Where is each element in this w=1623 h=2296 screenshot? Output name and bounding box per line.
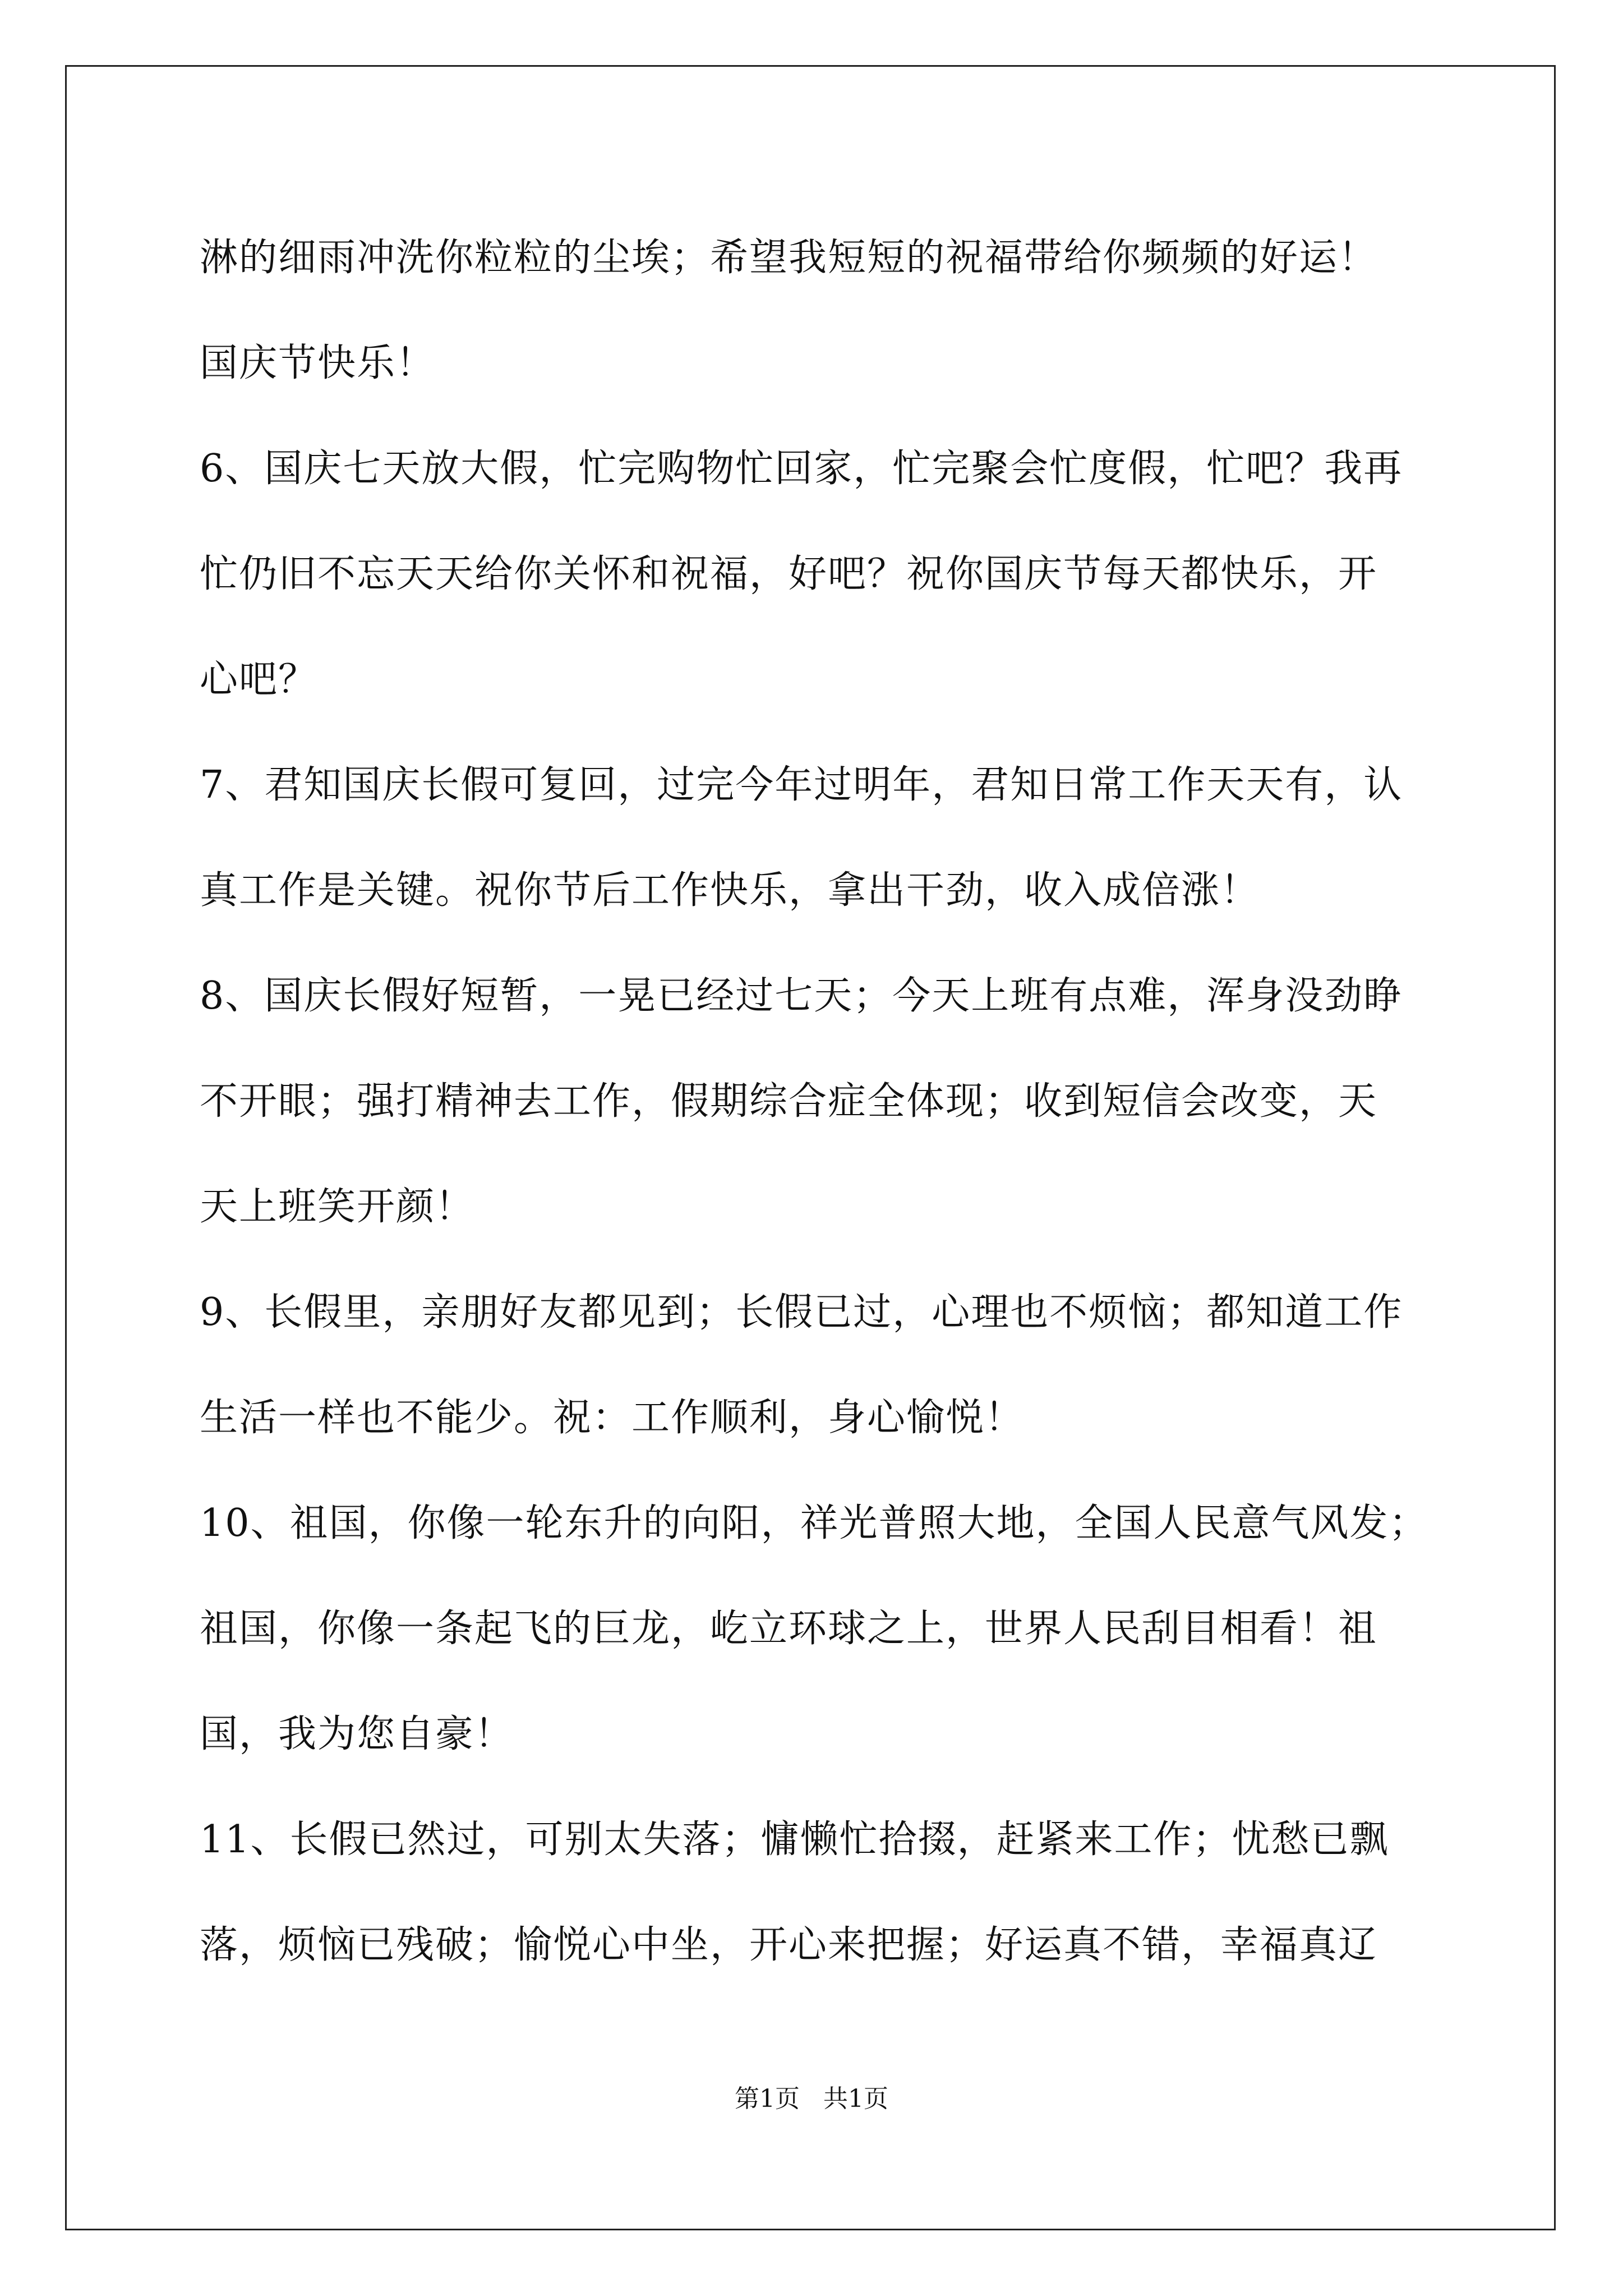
- page-footer: [0, 2082, 1623, 2116]
- text-line: 10、祖国，你像一轮东升的向阳，祥光普照大地，全国人民意气风发；: [200, 1501, 1428, 1545]
- text-line: 国，我为您自豪！: [200, 1712, 514, 1756]
- text-line: 真工作是关键。祝你节后工作快乐，拿出干劲，收入成倍涨！: [200, 868, 1260, 913]
- text-line: 心吧？: [200, 657, 318, 702]
- text-line: 祖国，你像一条起飞的巨龙，屹立环球之上，世界人民刮目相看！祖: [200, 1607, 1378, 1651]
- text-line: 天上班笑开颜！: [200, 1185, 475, 1229]
- text-line: 国庆节快乐！: [200, 341, 436, 385]
- text-line: 淋的细雨冲洗你粒粒的尘埃；希望我短短的祝福带给你频频的好运！: [200, 236, 1378, 280]
- text-line: 忙仍旧不忘天天给你关怀和祝福，好吧？祝你国庆节每天都快乐，开: [200, 552, 1378, 596]
- text-line: 11、长假已然过，可别太失落；慵懒忙拾掇，赶紧来工作；忧愁已飘: [200, 1818, 1389, 1862]
- text-line: 7、君知国庆长假可复回，过完今年过明年，君知日常工作天天有，认: [200, 763, 1403, 807]
- text-line: 8、国庆长假好短暂，一晃已经过七天；今天上班有点难，浑身没劲睁: [200, 974, 1403, 1018]
- text-line: 9、长假里，亲朋好友都见到；长假已过，心理也不烦恼；都知道工作: [200, 1290, 1403, 1335]
- text-line: 6、国庆七天放大假，忙完购物忙回家，忙完聚会忙度假，忙吧？我再: [200, 447, 1403, 491]
- text-line: 不开眼；强打精神去工作，假期综合症全体现；收到短信会改变，天: [200, 1079, 1378, 1124]
- text-line: 落，烦恼已残破；愉悦心中坐，开心来把握；好运真不错，幸福真辽: [200, 1923, 1378, 1967]
- page-number: 第1页 共1页: [735, 2085, 888, 2113]
- text-line: 生活一样也不能少。祝：工作顺利，身心愉悦！: [200, 1396, 1025, 1440]
- document-body: [200, 205, 1461, 1998]
